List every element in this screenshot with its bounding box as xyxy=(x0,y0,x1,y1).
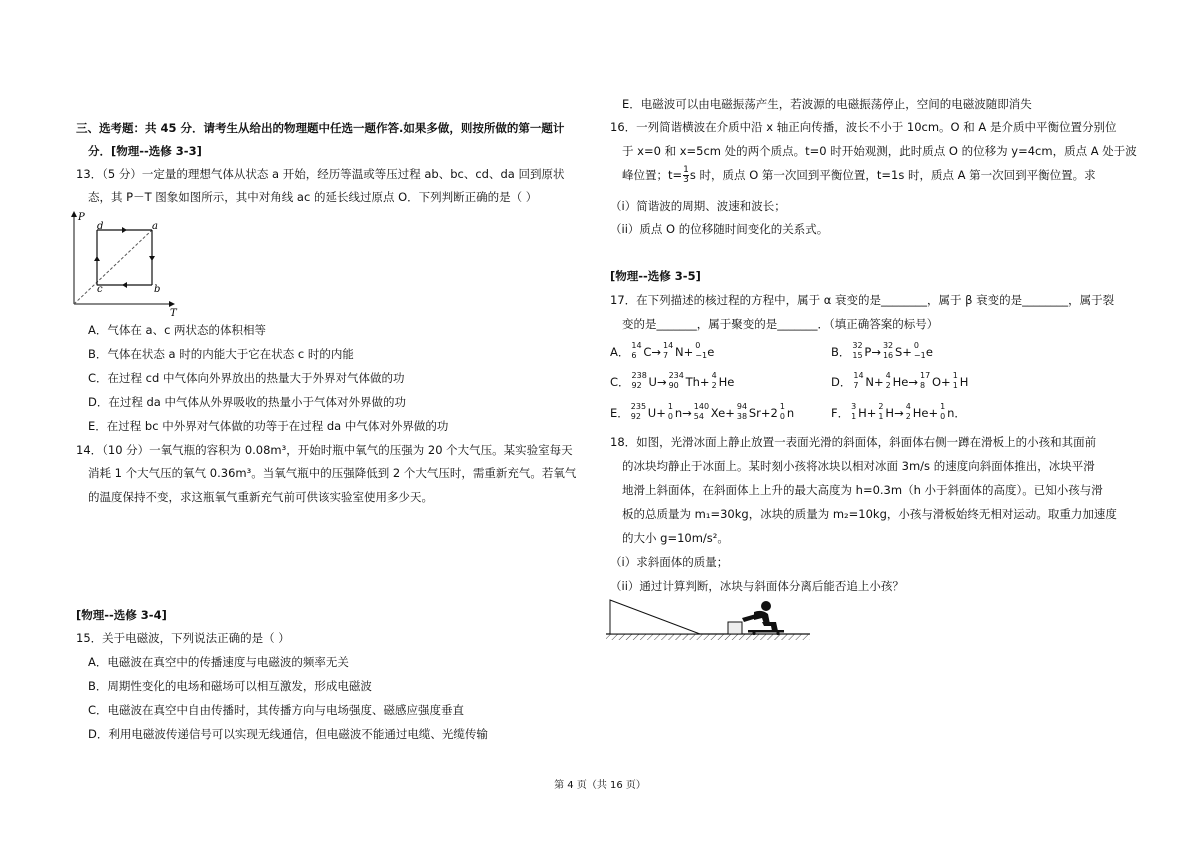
nuclide: 14 7 N xyxy=(853,371,874,390)
q15-stem: 15．关于电磁波，下列说法正确的是（ ） xyxy=(76,631,290,645)
q17-line2: 变的是_______，属于聚变的是_______．（填正确答案的标号） xyxy=(622,317,939,331)
section-3-5-title: [物理--选修 3-5] xyxy=(610,269,701,283)
q13-stem-line1: 13．（5 分）一定量的理想气体从状态 a 开始，经历等温或等压过程 ab、bc、cd、da 回到原状 xyxy=(76,167,565,181)
nuclide: 4 2 He xyxy=(905,402,929,421)
nuclide: 14 7 N xyxy=(663,341,684,360)
nuclide: 14 6 C xyxy=(631,341,652,360)
q15-option-e: E．电磁波可以由电磁振荡产生，若波源的电磁振荡停止，空间的电磁波随即消失 xyxy=(622,97,1032,111)
graph-d-label: d xyxy=(97,221,104,232)
q18-figure xyxy=(606,596,812,642)
operator: + xyxy=(928,406,939,420)
operator: + xyxy=(941,375,951,389)
q18-line2: 的冰块均静止于冰面上。某时刻小孩将冰块以相对冰面 3m/s 的速度向斜面体推出，冰块平滑 xyxy=(622,459,1095,473)
nuclide: 140 54 Xe xyxy=(693,402,726,421)
graph-t-label: T xyxy=(170,308,177,318)
equation-label: F． xyxy=(831,406,850,420)
operator: + xyxy=(683,345,694,359)
nuclide: 235 92 U xyxy=(630,402,657,421)
q13-stem-line2: 态，其 P－T 图象如图所示，其中对角线 ac 的延长线过原点 O．下列判断正确的是（ ） xyxy=(88,190,538,204)
graph-b-label: b xyxy=(154,284,161,295)
q17-equation-d xyxy=(831,371,969,390)
equation-label: E． xyxy=(610,406,629,420)
nuclide: 0 −1 e xyxy=(913,341,933,360)
q16-part-ii: （ii）质点 O 的位移随时间变化的关系式。 xyxy=(610,222,829,236)
q14-line3: 的温度保持不变，求这瓶氧气重新充气前可供该实验室使用多少天。 xyxy=(88,490,433,504)
q17-equation-a xyxy=(610,341,715,360)
q17-line1: 17．在下列描述的核过程的方程中，属于 α 衰变的是________，属于 β 衰变的是________，属于裂 xyxy=(610,293,1115,307)
q18-part-ii: （ii）通过计算判断，冰块与斜面体分离后能否追上小孩？ xyxy=(610,579,904,593)
q13-option-b: B．气体在状态 a 时的内能大于它在状态 c 时的内能 xyxy=(88,347,354,361)
q18-line3: 地滑上斜面体，在斜面体上上升的最大高度为 h=0.3m（h 小于斜面体的高度）。已知小孩与滑 xyxy=(622,483,1103,497)
operator: + xyxy=(873,375,884,389)
q15-option-b: B．周期性变化的电场和磁场可以相互激发，形成电磁波 xyxy=(88,679,372,693)
q15-option-d: D．利用电磁波传递信号可以实现无线通信，但电磁波不能通过电缆、光缆传输 xyxy=(88,727,488,741)
q17-equation-e xyxy=(610,402,795,421)
q16-line1: 16．一列简谐横波在介质中沿 x 轴正向传播，波长不小于 10cm。O 和 A 是介质中平衡位置分别位 xyxy=(610,120,1117,134)
equation-label: B． xyxy=(831,345,851,359)
nuclide: 1 0 n xyxy=(779,402,795,421)
nuclide: 4 2 He xyxy=(885,371,909,390)
operator: → xyxy=(908,375,918,389)
nuclide: 0 −1 e xyxy=(695,341,715,360)
nuclide: 32 16 S xyxy=(882,341,903,360)
nuclide: 17 8 O xyxy=(919,371,942,390)
q16-line2: 于 x=0 和 x=5cm 处的两个质点。t=0 时开始观测，此时质点 O 的位移为 y=4cm，质点 A 处于波 xyxy=(622,144,1137,158)
operator: + xyxy=(866,406,877,420)
q13-option-c: C．在过程 cd 中气体向外界放出的热量大于外界对气体做的功 xyxy=(88,371,405,385)
operator: → xyxy=(651,345,662,359)
page-footer: 第 4 页（共 16 页） xyxy=(554,780,646,791)
section-3-title-line2: 分．[物理--选修 3-3] xyxy=(88,144,202,158)
q17-equation-f xyxy=(831,402,966,421)
q18-line4: 板的总质量为 m₁=30kg，冰块的质量为 m₂=10kg，小孩与滑板始终无相对运动。取重力加速度 xyxy=(622,507,1117,521)
equation-label: D． xyxy=(831,375,852,389)
q17-equation-c xyxy=(610,371,735,390)
operator: +2 xyxy=(760,406,778,420)
operator: → xyxy=(871,345,881,359)
operator: + xyxy=(902,345,912,359)
operator: + xyxy=(699,375,710,389)
nuclide: 2 1 H xyxy=(878,402,895,421)
graph-p-label: P xyxy=(78,212,85,223)
nuclide: 94 38 Sr xyxy=(736,402,761,421)
q16-part-i: （i）简谐波的周期、波速和波长； xyxy=(610,199,786,213)
q13-option-e: E．在过程 bc 中外界对气体做的功等于在过程 da 中气体对外界做的功 xyxy=(88,419,449,433)
q17-equation-b xyxy=(831,341,933,360)
nuclide: 238 92 U xyxy=(631,371,657,390)
child-on-skateboard-icon xyxy=(742,601,784,635)
equation-label: A． xyxy=(610,345,630,359)
q18-line5: 的大小 g=10m/s²。 xyxy=(622,531,729,545)
graph-a-label: a xyxy=(152,221,158,232)
q13-option-d: D．在过程 da 中气体从外界吸收的热量小于气体对外界做的功 xyxy=(88,395,407,409)
section-3-title-line1: 三、选考题：共 45 分．请考生从给出的物理题中任选一题作答.如果多做，则按所做的第一题计 xyxy=(76,121,565,135)
operator: → xyxy=(656,375,667,389)
q14-line2: 消耗 1 个大气压的氧气 0.36m³。当氧气瓶中的压强降低到 2 个大气压时，需重新充气。若氧气 xyxy=(88,466,577,480)
operator: + xyxy=(656,406,666,420)
operator: + xyxy=(725,406,735,420)
nuclide: 1 0 n xyxy=(940,402,955,421)
nuclide: 32 15 P xyxy=(852,341,872,360)
q18-line1: 18．如图，光滑冰面上静止放置一表面光滑的斜面体，斜面体右侧一蹲在滑板上的小孩和其面前 xyxy=(610,435,1097,449)
nuclide: 1 1 H xyxy=(952,371,969,390)
nuclide: 234 90 Th xyxy=(668,371,700,390)
equation-label: C． xyxy=(610,375,630,389)
nuclide: 3 1 H xyxy=(851,402,867,421)
nuclide: 4 2 He xyxy=(711,371,735,390)
nuclide: 1 0 n xyxy=(667,402,683,421)
pt-graph xyxy=(66,208,186,318)
operator: ． xyxy=(954,406,966,420)
operator: → xyxy=(682,406,692,420)
graph-c-label: c xyxy=(97,284,103,295)
section-3-4-title: [物理--选修 3-4] xyxy=(76,608,167,622)
q18-part-i: （i）求斜面体的质量； xyxy=(610,555,729,569)
ice-block xyxy=(728,622,742,634)
q14-line1: 14．（10 分）一氧气瓶的容积为 0.08m³，开始时瓶中氧气的压强为 20 个大气压。某实验室每天 xyxy=(76,443,573,457)
fraction-one-third: $\frac{1}{3}$ xyxy=(683,165,689,185)
q15-option-a: A．电磁波在真空中的传播速度与电磁波的频率无关 xyxy=(88,655,349,669)
operator: → xyxy=(894,406,904,420)
q13-option-a: A．气体在 a、c 两状态的体积相等 xyxy=(88,323,267,337)
q15-option-c: C．电磁波在真空中自由传播时，其传播方向与电场强度、磁感应强度垂直 xyxy=(88,703,465,717)
q16-line3: 峰位置；t= $\frac{1}{3}$ s 时，质点 O 第一次回到平衡位置，t=1s 时，质点 A 第一次回到平衡位置。求 xyxy=(622,165,1096,185)
